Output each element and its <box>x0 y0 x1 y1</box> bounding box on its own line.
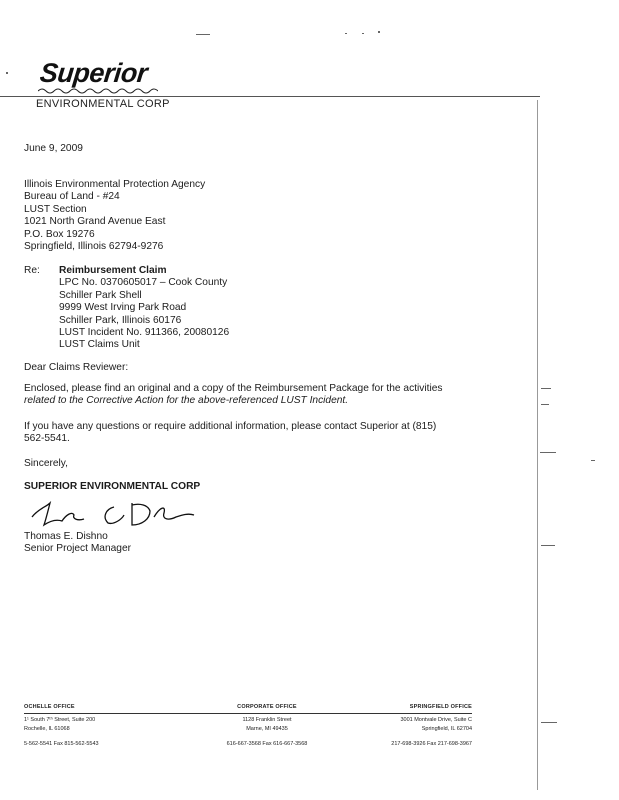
handwritten-signature <box>28 497 198 533</box>
footer-phone-line: 616-667-3568 Fax 616-667-3568 <box>226 741 308 747</box>
paragraph-line: 562-5541. <box>24 433 70 445</box>
scan-edge-line <box>537 100 538 790</box>
recipient-line: 1021 North Grand Avenue East <box>24 216 166 228</box>
re-line: LUST Claims Unit <box>59 339 140 351</box>
recipient-line: P.O. Box 19276 <box>24 228 95 240</box>
paragraph-enclosure <box>24 383 443 408</box>
footer-center-office <box>202 703 332 749</box>
scan-speck <box>541 545 555 546</box>
footer-address-line: Springfield, IL 62704 <box>421 726 472 732</box>
footer-rule <box>182 713 352 714</box>
paragraph-line: If you have any questions or require additional information, please contact Superior at (815) <box>24 421 437 432</box>
scan-speck <box>541 404 549 405</box>
re-line: Schiller Park, Illinois 60176 <box>59 314 182 326</box>
letter-date: June 9, 2009 <box>24 143 83 154</box>
scan-speck <box>6 72 8 74</box>
footer-phone-line: 5-562-5541 Fax 815-562-5543 <box>24 741 99 747</box>
scan-speck <box>345 33 347 34</box>
footer-right-office <box>372 703 472 749</box>
re-label: Re: <box>24 265 40 276</box>
company-signature: SUPERIOR ENVIRONMENTAL CORP <box>24 481 201 492</box>
recipient-address <box>24 179 205 253</box>
signer-title: Senior Project Manager <box>24 543 132 555</box>
footer-address-line: 3001 Montvale Drive, Suite C <box>400 717 472 723</box>
re-line: LUST Incident No. 911366, 20080126 <box>59 327 230 339</box>
recipient-line: Springfield, Illinois 62794-9276 <box>24 241 164 253</box>
signer-block <box>24 531 131 556</box>
re-title: Reimbursement Claim <box>59 265 167 276</box>
footer-office-title: OCHELLE OFFICE <box>24 704 75 710</box>
closing: Sincerely, <box>24 458 68 469</box>
signer-name: Thomas E. Dishno <box>24 531 108 542</box>
salutation: Dear Claims Reviewer: <box>24 362 129 373</box>
company-logo: Superior <box>38 58 149 88</box>
footer-address-line: Marne, MI 49435 <box>246 726 288 732</box>
recipient-line: Bureau of Land - #24 <box>24 191 120 203</box>
footer-rule <box>24 713 184 714</box>
footer-office-title: CORPORATE OFFICE <box>237 704 297 710</box>
footer-office-title: SPRINGFIELD OFFICE <box>409 704 472 710</box>
scan-speck <box>378 31 380 33</box>
footer-left-office <box>24 703 154 749</box>
footer-rule <box>332 713 472 714</box>
paragraph-line: related to the Corrective Action for the above-referenced LUST Incident. <box>24 395 349 407</box>
footer-address-line: Rochelle, IL 61068 <box>24 726 70 732</box>
re-line: LPC No. 0370605017 – Cook County <box>59 277 228 289</box>
scan-speck <box>541 388 551 389</box>
scan-speck <box>196 34 210 35</box>
re-block <box>59 265 229 352</box>
company-subtitle: ENVIRONMENTAL CORP <box>36 98 170 110</box>
letterhead-rule <box>0 96 540 97</box>
footer-phone-line: 217-698-3926 Fax 217-698-3967 <box>391 741 472 747</box>
logo-wave-underline <box>38 86 158 96</box>
scan-speck <box>591 460 595 461</box>
re-line: 9999 West Irving Park Road <box>59 302 187 314</box>
recipient-line: LUST Section <box>24 203 87 215</box>
paragraph-contact <box>24 421 436 446</box>
scan-speck <box>540 452 556 453</box>
re-line: Schiller Park Shell <box>59 289 142 301</box>
recipient-line: Illinois Environmental Protection Agency <box>24 179 206 190</box>
paragraph-line: Enclosed, please find an original and a copy of the Reimbursement Package for the activities <box>24 383 443 394</box>
scan-speck <box>541 722 557 723</box>
scan-speck <box>362 33 364 34</box>
footer-address-line: 1128 Franklin Street <box>242 717 292 723</box>
footer-address-line: 1¹ South 7ᵗʰ Street, Suite 200 <box>24 717 96 723</box>
